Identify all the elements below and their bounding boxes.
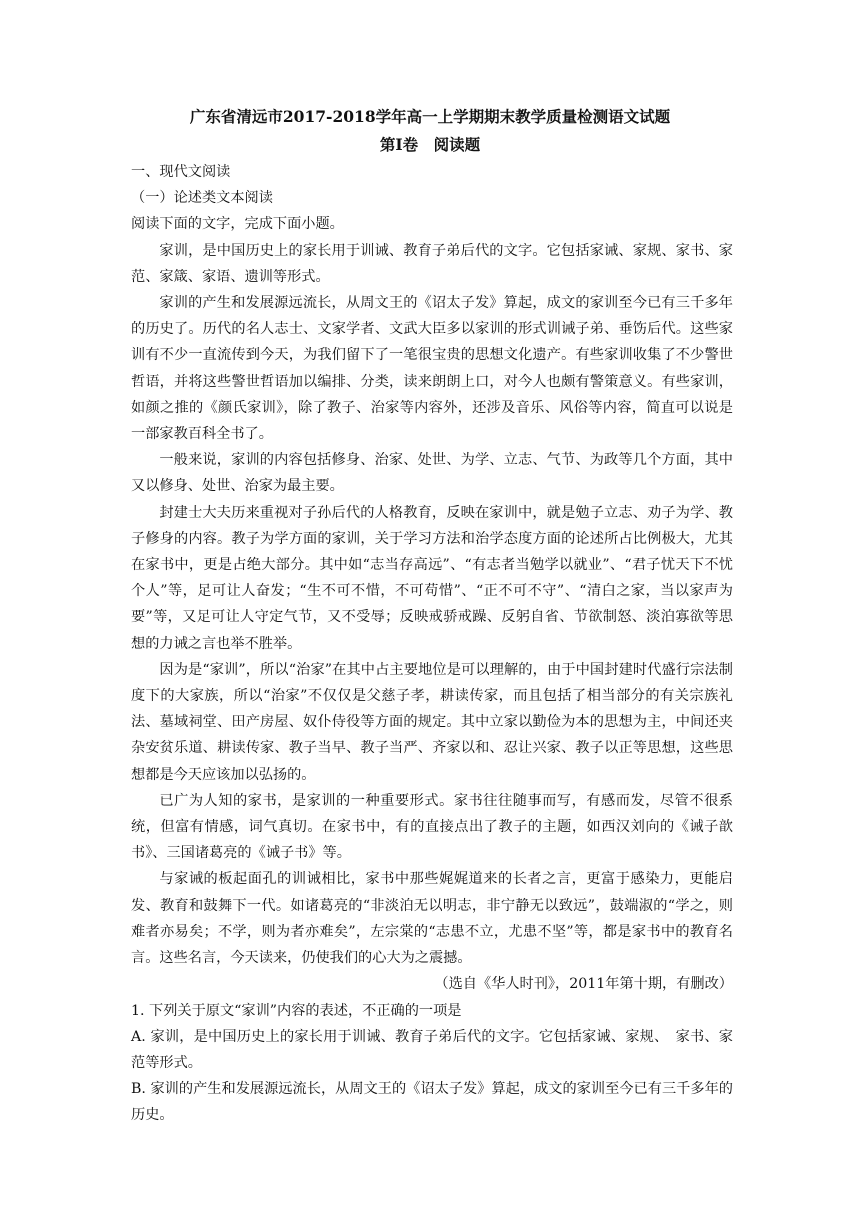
document-title: 广东省清远市2017-2018学年高一上学期期末教学质量检测语文试题 <box>189 107 671 126</box>
reading-instruction: 阅读下面的文字，完成下面小题。 <box>131 216 344 233</box>
paragraph: 已广为人知的家书，是家训的一种重要形式。家书往往随事而写，有感而发，尽管不很系统，但富有情感，词气真切。在家书中，有的直接点出了教子的主题，如西汉刘向的《诫子歆书》、三国诸葛亮的《诫子书》等。 <box>131 792 733 862</box>
paragraph: 与家诫的板起面孔的训诫相比，家书中那些娓娓道来的长者之言，更富于感染力，更能启发、教育和鼓舞下一代。如诸葛亮的“非淡泊无以明志，非宁静无以致远”，鼓端淑的“学之，则难者亦易矣；不学，则为者亦难矣”，左宗棠的“志患不立，尤患不坚”等，都是家书中的教育名言。这些名言，今天读来，仍使我们的心大为之震撼。 <box>131 871 733 967</box>
source-citation: （选自《华人时刊》，2011年第十期，有删改） <box>434 976 733 993</box>
subsection-heading: （一）论述类文本阅读 <box>131 190 273 207</box>
option-a: A. 家训，是中国历史上的家长用于训诫、教育子弟后代的文字。它包括家诫、家规、 家书、家范等形式。 <box>131 1028 733 1071</box>
volume-heading: 第Ⅰ卷 阅读题 <box>379 135 481 154</box>
option-b: B. 家训的产生和发展源远流长，从周文王的《诏太子发》算起，成文的家训至今已有三千多年的历史。 <box>131 1081 733 1124</box>
paragraph: 封建士大夫历来重视对子孙后代的人格教育，反映在家训中，就是勉子立志、劝子为学、教子修身的内容。教子为学方面的家训，关于学习方法和治学态度方面的论述所占比例极大，尤其在家书中，更是占绝大部分。其中如“志当存高远”、“有志者当勉学以就业”、“君子忧天下不忧个人”等，足可让人奋发；“生不可不惜，不可苟惜”、“正不可不守”、“清白之家，当以家声为要”等，又足可让人守定气节，又不受辱；反映戒骄戒躁、反躬自省、节欲制怒、淡泊寡欲等思想的力诫之言也举不胜举。 <box>131 504 733 652</box>
document-body <box>131 159 733 1129</box>
question-stem: 1. 下列关于原文“家训”内容的表述，不正确的一项是 <box>131 1002 462 1019</box>
paragraph: 一般来说，家训的内容包括修身、治家、处世、为学、立志、气节、为政等几个方面，其中又以修身、处世、治家为最主要。 <box>131 452 733 495</box>
paragraph: 家训的产生和发展源远流长，从周文王的《诏太子发》算起，成文的家训至今已有三千多年的历史了。历代的名人志士、文家学者、文武大臣多以家训的形式训诫子弟、垂饬后代。这些家训有不少一直流传到今天，为我们留下了一笔很宝贵的思想文化遗产。有些家训收集了不少警世哲语，并将这些警世哲语加以编排、分类，读来朗朗上口，对今人也颇有警策意义。有些家训，如颜之推的《颜氏家训》，除了教子、治家等内容外，还涉及音乐、风俗等内容，简直可以说是一部家教百科全书了。 <box>131 295 733 443</box>
paragraph: 因为是“家训”，所以“治家”在其中占主要地位是可以理解的，由于中国封建时代盛行宗法制度下的大家族，所以“治家”不仅仅是父慈子孝，耕读传家，而且包括了相当部分的有关宗族礼法、墓域祠堂、田产房屋、奴仆侍役等方面的规定。其中立家以勤俭为本的思想为主，中间还夹杂安贫乐道、耕读传家、教子当早、教子当严、齐家以和、忍让兴家、教子以正等思想，这些思想都是今天应该加以弘扬的。 <box>131 661 733 783</box>
section-heading: 一、现代文阅读 <box>131 164 231 180</box>
paragraph: 家训，是中国历史上的家长用于训诫、教育子弟后代的文字。它包括家诫、家规、家书、家范、家箴、家语、遗训等形式。 <box>131 242 733 285</box>
